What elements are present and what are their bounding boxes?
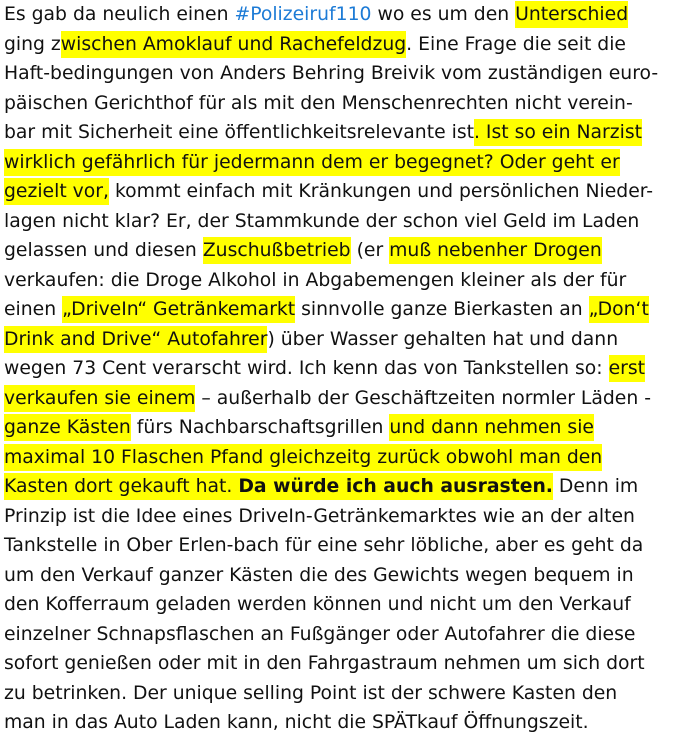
highlighted-text: Unterschied (515, 1, 628, 28)
text-segment: wo es um den (371, 4, 516, 25)
text-line (4, 472, 680, 502)
text-segment: bar mit Sicherheit eine öffentlichkeitsrelevante ist (4, 122, 474, 143)
text-segment: sofort genießen oder mit in den Fahrgastraum nehmen um sich dort (4, 653, 645, 674)
highlighted-text: Drink and Drive“ Autofahrer (4, 326, 267, 353)
text-line (4, 531, 680, 561)
text-segment: Tankstelle in Ober Erlen-bach für eine sehr löbliche, aber es geht da (4, 535, 644, 556)
text-line (4, 413, 680, 443)
text-line (4, 89, 680, 119)
highlighted-text: gezielt vor, (4, 178, 109, 205)
text-line (4, 266, 680, 296)
text-line (4, 0, 680, 30)
text-segment: Es gab da neulich einen (4, 4, 235, 25)
text-line (4, 384, 680, 414)
text-line (4, 620, 680, 650)
text-segment: wegen 73 Cent verarscht wird. Ich kenn das von Tankstellen so: (4, 358, 609, 379)
text-segment: sinnvolle ganze Bierkasten an (295, 299, 589, 320)
text-line (4, 443, 680, 473)
text-segment: ging z (4, 33, 61, 55)
text-line (4, 325, 680, 355)
text-line (4, 295, 680, 325)
highlighted-text: „DriveIn“ Getränkemarkt (62, 296, 295, 323)
text-line (4, 679, 680, 709)
highlighted-text: Zuschußbetrieb (203, 237, 351, 264)
text-segment: päischen Gerichthof für als mit den Menschenrechten nicht verein- (4, 92, 633, 114)
text-segment: gelassen und diesen (4, 240, 203, 261)
highlighted-text: wirklich gefährlich für jedermann dem er begegnet? Oder geht er (4, 149, 620, 176)
text-segment: einen (4, 299, 63, 320)
document-body (4, 0, 680, 738)
text-segment: den Kofferraum geladen werden können und nicht um den Verkauf (4, 594, 631, 615)
text-line (4, 236, 680, 266)
text-line (4, 148, 680, 178)
hashtag-link[interactable]: #Polizeiruf110 (234, 4, 372, 25)
text-segment: Denn im (552, 476, 639, 497)
text-line (4, 177, 680, 207)
text-segment: man in das Auto Laden kann, nicht die SPÄTkauf Öffnungszeit. (4, 712, 589, 733)
text-line (4, 30, 680, 60)
text-segment: lagen nicht klar? Er, der Stammkunde der schon viel Geld im Laden (4, 210, 640, 232)
text-segment: kommt einfach mit Kränkungen und persönlichen Nieder- (108, 181, 654, 202)
highlighted-text: ganze Kästen (4, 414, 131, 441)
text-line (4, 561, 680, 591)
text-line (4, 708, 680, 738)
text-segment: verkaufen: die Droge Alkohol in Abgabemengen kleiner als der für (4, 269, 627, 291)
text-segment: (er (350, 240, 390, 261)
highlighted-text: verkaufen sie einem (4, 385, 195, 412)
text-segment: – außerhalb der Geschäftzeiten normler Läden - (195, 387, 652, 409)
text-segment: Haft-bedingungen von Anders Behring Breivik vom zuständigen euro- (4, 63, 659, 84)
text-segment: Prinzip ist die Idee eines DriveIn-Getränkemarktes wie an der alten (4, 505, 635, 527)
text-line (4, 354, 680, 384)
highlighted-text: . Ist so ein Narzist (474, 119, 642, 146)
text-segment: fürs Nachbarschaftsgrillen (130, 417, 390, 438)
text-segment: ) über Wasser gehalten hat und dann (267, 328, 619, 350)
text-segment: . Eine Frage die seit die (406, 33, 626, 55)
highlighted-text: Kasten dort gekauft hat. (4, 473, 238, 500)
text-line (4, 649, 680, 679)
highlighted-text: muß nebenher Drogen (389, 237, 602, 264)
text-segment: um den Verkauf ganzer Kästen die des Gewichts wegen bequem in (4, 564, 634, 586)
text-segment: zu betrinken. Der unique selling Point ist der schwere Kasten den (4, 682, 618, 704)
highlighted-text: erst (609, 355, 645, 382)
highlighted-text: maximal 10 Flaschen Pfand gleichzeitg zurück obwohl man den (4, 444, 602, 471)
highlighted-text: wischen Amoklauf und Rachefeldzug (61, 31, 406, 58)
highlighted-bold-text: Da würde ich auch ausrasten. (238, 473, 553, 500)
text-line (4, 118, 680, 148)
text-segment: einzelner Schnapsflaschen an Fußgänger oder Autofahrer die diese (4, 623, 636, 645)
highlighted-text: „Don‘t (589, 296, 649, 323)
text-line (4, 59, 680, 89)
highlighted-text: und dann nehmen sie (389, 414, 594, 441)
text-line (4, 502, 680, 532)
text-line (4, 590, 680, 620)
text-line (4, 207, 680, 237)
